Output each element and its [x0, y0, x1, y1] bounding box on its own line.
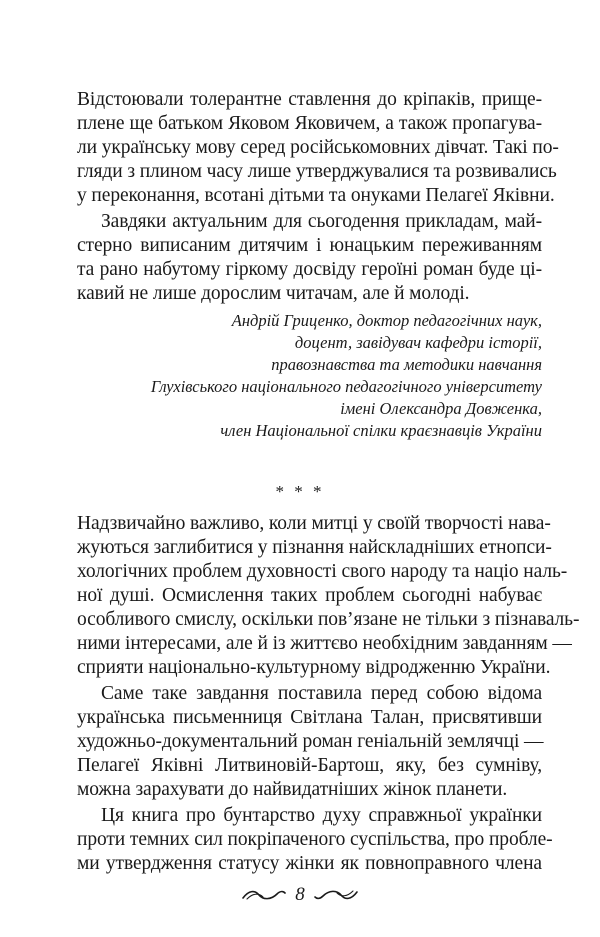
signature-line-2: доцент, завідувач кафедри історії, — [294, 333, 542, 352]
page-number: 8 — [295, 884, 305, 905]
paragraph-5-line-1: Ця книга про бунтарство духу справжньої українки — [101, 805, 542, 826]
paragraph-3-line-3: хологічних проблем духовності свого народу та націо наль- — [77, 561, 568, 582]
section-separator: * * * — [275, 482, 325, 501]
paragraph-2-line-4: кавий не лише дорослим читачам, але й молоді. — [77, 283, 470, 304]
paragraph-1-line-1: Відстоювали толерантне ставлення до кріпаків, прище- — [77, 89, 542, 110]
signature-line-3: правознавства та методики навчання — [271, 355, 542, 374]
paragraph-5-line-3: ми утвердження статусу жінки як повноправного члена — [77, 853, 542, 874]
paragraph-4-line-4: Пелагеї Яківні Литвиновій-Бартош, яку, без сумніву, — [77, 755, 542, 776]
signature-line-5: імені Олександра Довженка, — [340, 399, 542, 418]
paragraph-3-line-4: ної душі. Осмислення таких проблем сьогодні набуває — [77, 585, 542, 606]
signature-line-4: Глухівського національного педагогічного університету — [150, 377, 542, 396]
paragraph-3-line-6: ними інтересами, але й із життєво необхідним завданням — — [77, 633, 572, 654]
signature-line-6: член Національної спілки краєзнавців України — [220, 421, 542, 440]
paragraph-3-line-7: сприяти національно-культурному відродженню України. — [77, 657, 551, 678]
page-footer — [0, 880, 600, 910]
paragraph-2-line-1: Завдяки актуальним для сьогодення прикладам, май- — [101, 211, 542, 232]
paragraph-3-line-2: жуються заглибитися у пізнання найскладніших етнопси- — [77, 537, 552, 558]
paragraph-2-line-3: та рано набутому гіркому досвіду героїні роман буде ці- — [77, 259, 542, 280]
paragraph-4-line-5: можна зарахувати до найвидатніших жінок планети. — [77, 779, 508, 800]
paragraph-4-line-2: українська письменниця Світлана Талан, присвятивши — [77, 707, 542, 728]
left-flourish-icon — [241, 887, 287, 903]
paragraph-1-line-3: ли українську мову серед російськомовних дівчат. Такі по- — [77, 137, 559, 158]
paragraph-1-line-5: у переконання, всотані дітьми та онуками Пелагеї Яківни. — [77, 185, 555, 206]
right-flourish-icon — [313, 887, 359, 903]
paragraph-5-line-2: проти темних сил покріпаченого суспільства, про пробле- — [77, 829, 553, 850]
paragraph-3-line-5: особливого смислу, оскільки пов’язане не тільки з пізнаваль- — [77, 609, 580, 630]
paragraph-3-line-1: Надзвичайно важливо, коли митці у своїй творчості нава- — [77, 513, 551, 534]
paragraph-1-line-2: плене ще батьком Яковом Яковичем, а також пропагува- — [77, 113, 542, 134]
paragraph-4-line-1: Саме таке завдання поставила перед собою відома — [101, 683, 542, 704]
paragraph-2-line-2: стерно виписаним дитячим і юнацьким переживанням — [77, 235, 542, 256]
signature-line-1: Андрій Гриценко, доктор педагогічних наук, — [231, 311, 542, 330]
paragraph-1-line-4: гляди з плином часу лише утверджувалися та розвивались — [77, 161, 557, 182]
paragraph-4-line-3: художньо-документальний роман геніальній землячці — — [77, 731, 544, 752]
